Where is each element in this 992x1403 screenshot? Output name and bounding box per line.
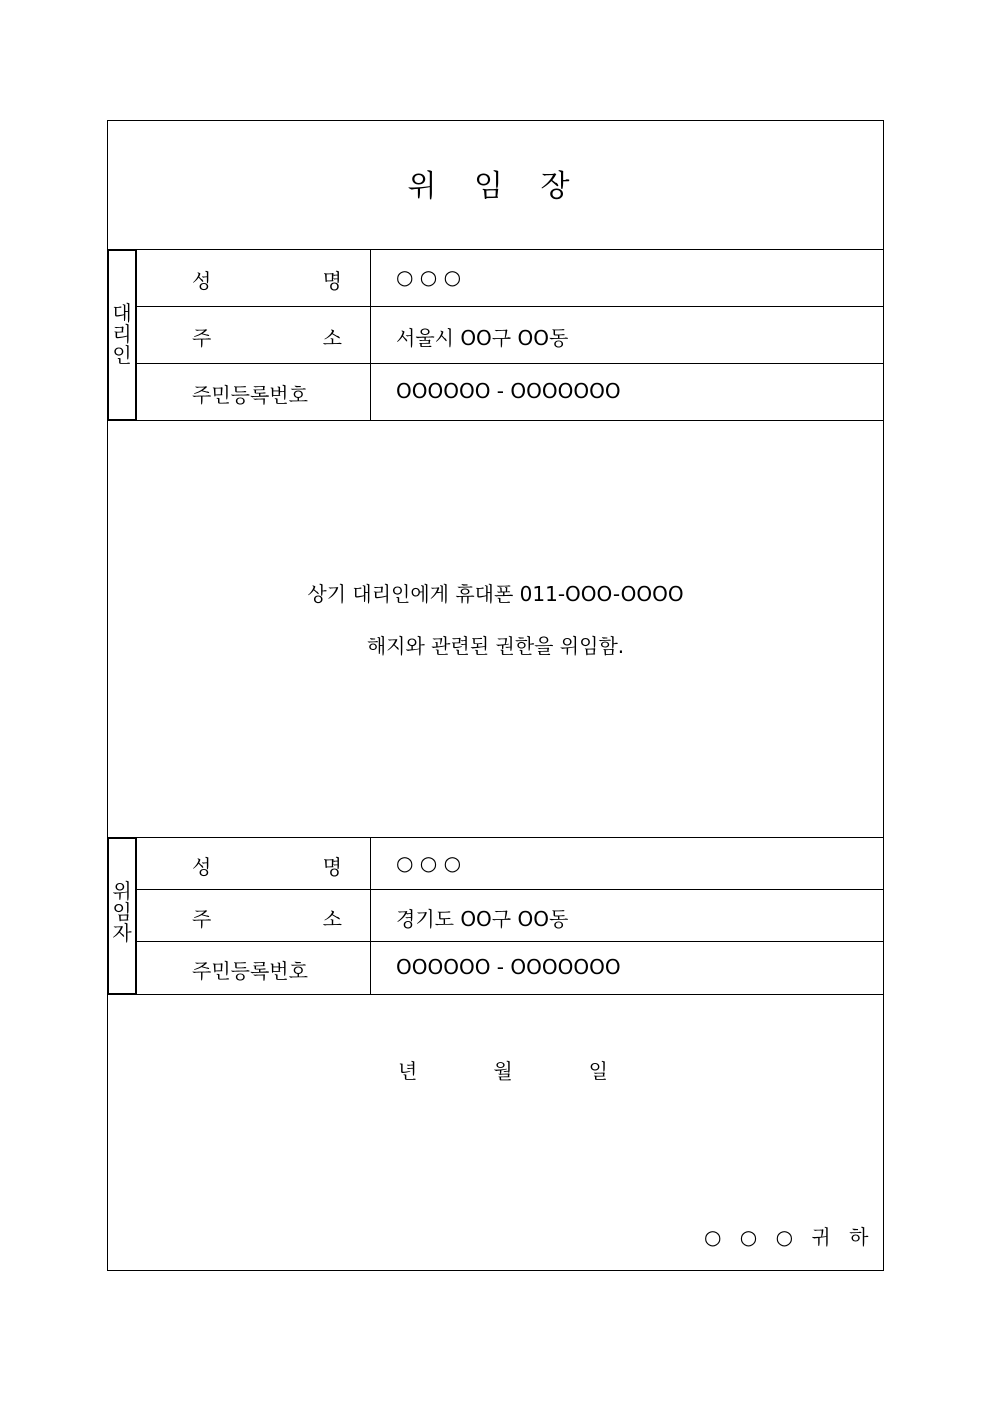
document-frame [107, 120, 884, 1271]
divider [137, 889, 883, 890]
label-char: 성 [192, 269, 212, 293]
side-label-char: 대 [112, 301, 132, 325]
delegator-side-label [109, 881, 135, 944]
delegator-section [107, 837, 884, 995]
divider [107, 837, 883, 838]
proxy-id-value: OOOOOO - OOOOOOO [396, 379, 621, 403]
side-label-char: 자 [112, 921, 132, 945]
label-char: 주 [192, 907, 212, 931]
side-label-char: 인 [112, 343, 132, 367]
label-text: 주민등록번호 [192, 383, 308, 407]
proxy-side-box [107, 249, 137, 421]
date-year-label: 년 [398, 1059, 418, 1083]
date-month-label: 월 [493, 1059, 513, 1083]
divider [107, 994, 883, 995]
side-label-char: 임 [112, 900, 132, 924]
label-char: 주 [192, 326, 212, 350]
divider [107, 420, 883, 421]
label-char: 명 [322, 269, 342, 293]
label-char: 소 [322, 907, 342, 931]
column-divider [370, 249, 371, 420]
label-char: 성 [192, 855, 212, 879]
label-text: 주민등록번호 [192, 959, 308, 983]
delegator-side-box [107, 837, 137, 995]
side-label-char: 리 [112, 322, 132, 346]
addressee: ○ ○ ○ 귀 하 [704, 1225, 875, 1249]
column-divider [370, 837, 371, 994]
document-title: 위 임 장 [407, 169, 584, 204]
proxy-section [107, 249, 884, 421]
side-label-char: 위 [112, 879, 132, 903]
delegation-statement-line-2: 해지와 관련된 권한을 위임함. [366, 634, 625, 658]
divider [137, 363, 883, 364]
delegation-statement-line-1: 상기 대리인에게 휴대폰 011-OOO-OOOO [307, 582, 684, 606]
divider [137, 306, 883, 307]
divider [137, 941, 883, 942]
proxy-address-value: 서울시 OO구 OO동 [396, 326, 569, 350]
proxy-side-label [109, 303, 135, 366]
date-day-label: 일 [588, 1059, 608, 1083]
date-row [398, 1055, 608, 1084]
delegator-id-value: OOOOOO - OOOOOOO [396, 955, 621, 979]
label-char: 명 [322, 855, 342, 879]
divider [107, 249, 883, 250]
proxy-name-value: ○ ○ ○ [396, 265, 462, 289]
label-char: 소 [322, 326, 342, 350]
delegator-address-value: 경기도 OO구 OO동 [396, 907, 569, 931]
delegator-name-value: ○ ○ ○ [396, 851, 462, 875]
